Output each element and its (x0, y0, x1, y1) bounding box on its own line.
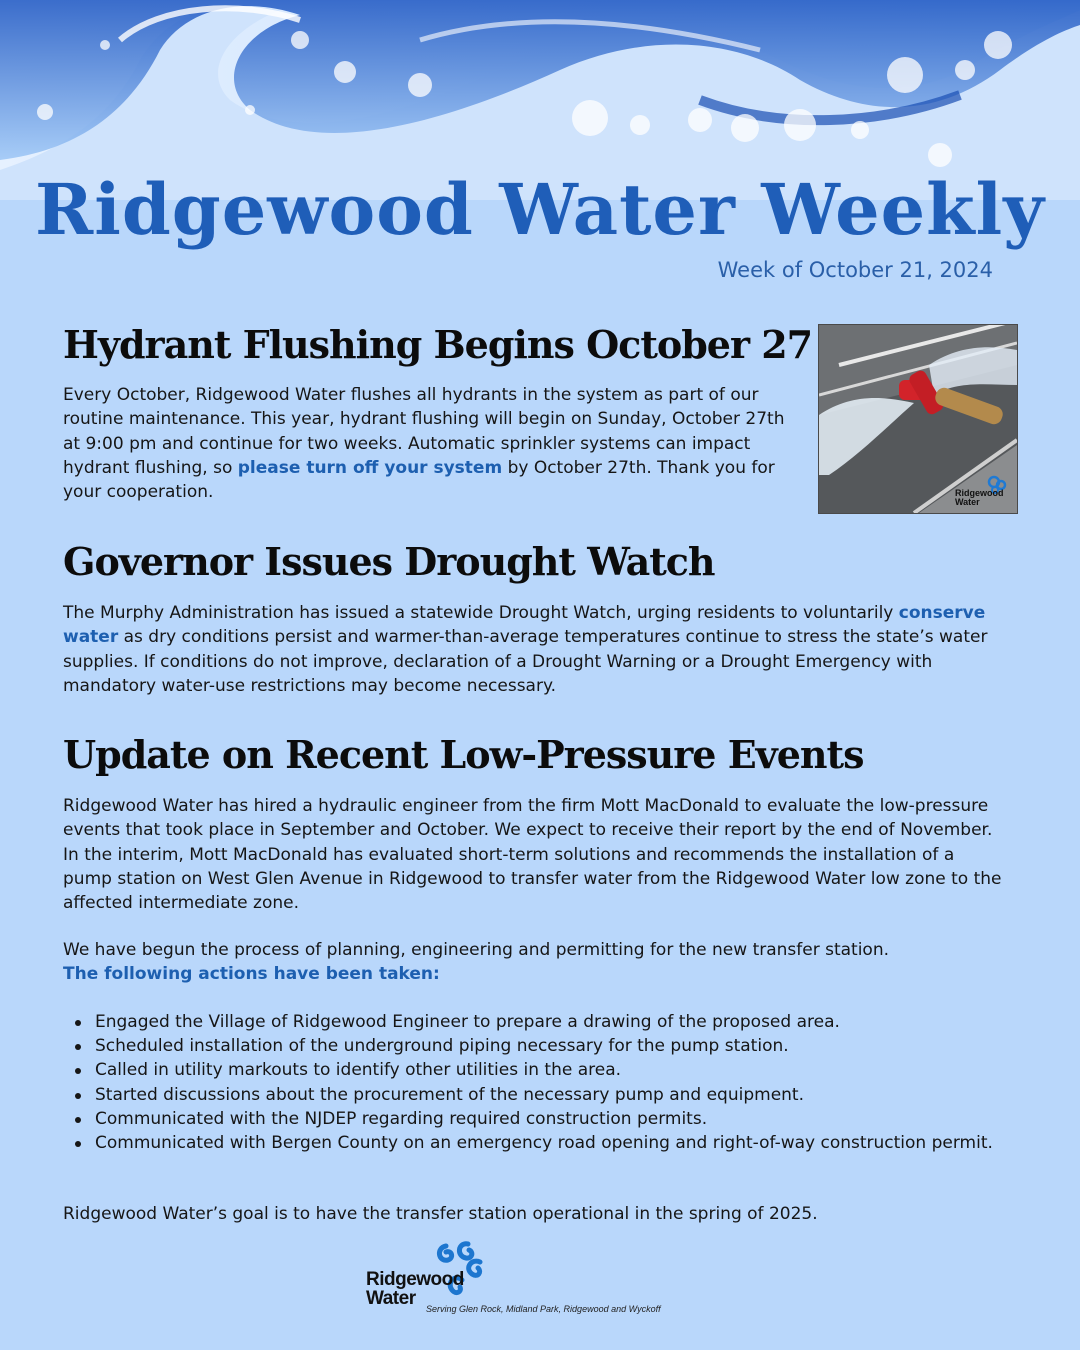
drought-paragraph (63, 601, 1003, 698)
hydrant-text-end: by October 27th. Thank you for your cooperation. (63, 457, 775, 503)
photo-logo (953, 475, 1015, 511)
list-item: Communicated with the NJDEP regarding required construction permits. (95, 1107, 995, 1131)
list-item: Engaged the Village of Ridgewood Engineer to prepare a drawing of the proposed area. (95, 1010, 995, 1034)
actions-list (63, 1010, 995, 1155)
logo-line2: Water (366, 1288, 416, 1309)
ridgewood-water-logo (364, 1240, 684, 1320)
goal-paragraph: Ridgewood Water’s goal is to have the transfer station operational in the spring of 2025. (63, 1204, 818, 1224)
list-item: Called in utility markouts to identify other utilities in the area. (95, 1058, 995, 1082)
photo-logo-text (955, 489, 1004, 507)
hydrant-text-start: Every October, Ridgewood Water flushes all hydrants in the system as part of our routine maintenance. This year, hydrant flushing will begin on Sunday, October 27th at 9:00 pm and continue for two weeks. Automatic sprinkler systems can impact hydrant flushing, so (63, 385, 785, 478)
pressure-paragraph-2 (63, 938, 1008, 987)
pressure-heading: Update on Recent Low-Pressure Events (63, 732, 864, 777)
turn-off-system-highlight: please turn off your system (237, 457, 503, 478)
drought-text-end: as dry conditions persist and warmer-than-average temperatures continue to stress the state’s water supplies. If conditions do not improve, declaration of a Drought Warning or a Drought Emergency with mandatory water-use restrictions may become necessary. (63, 627, 988, 696)
conserve-water-highlight: conserve water (63, 603, 986, 648)
newsletter-title: Ridgewood Water Weekly (35, 168, 1045, 251)
pressure-paragraph-1: Ridgewood Water has hired a hydraulic engineer from the firm Mott MacDonald to evaluate the low-pressure events that took place in September and October. We expect to receive their report by the end of November. In the interim, Mott MacDonald has evaluated short-term solutions and recommends the installation of a pump station on West Glen Avenue in Ridgewood to transfer water from the Ridgewood Water low zone to the affected intermediate zone. (63, 796, 1002, 914)
hydrant-heading: Hydrant Flushing Begins October 27 (63, 322, 813, 367)
logo-line1: Ridgewood (366, 1269, 464, 1290)
list-item: Started discussions about the procurement of the necessary pump and equipment. (95, 1083, 995, 1107)
drought-text-start: The Murphy Administration has issued a statewide Drought Watch, urging residents to voluntarily (63, 603, 899, 623)
list-item: Communicated with Bergen County on an emergency road opening and right-of-way construction permit. (95, 1131, 995, 1155)
logo-tagline: Serving Glen Rock, Midland Park, Ridgewood and Wyckoff (426, 1304, 661, 1314)
hydrant-photo (818, 324, 1018, 514)
logo-wordmark (366, 1270, 464, 1308)
issue-date: Week of October 21, 2024 (717, 258, 993, 282)
hydrant-paragraph (63, 383, 798, 504)
list-item: Scheduled installation of the underground piping necessary for the pump station. (95, 1034, 995, 1058)
drought-heading: Governor Issues Drought Watch (63, 539, 715, 584)
photo-logo-line2: Water (955, 497, 980, 507)
pressure-text: We have begun the process of planning, engineering and permitting for the new transfer station. (63, 940, 890, 960)
photo-logo-line1: Ridgewood (955, 488, 1004, 498)
actions-heading: The following actions have been taken: (63, 964, 440, 985)
